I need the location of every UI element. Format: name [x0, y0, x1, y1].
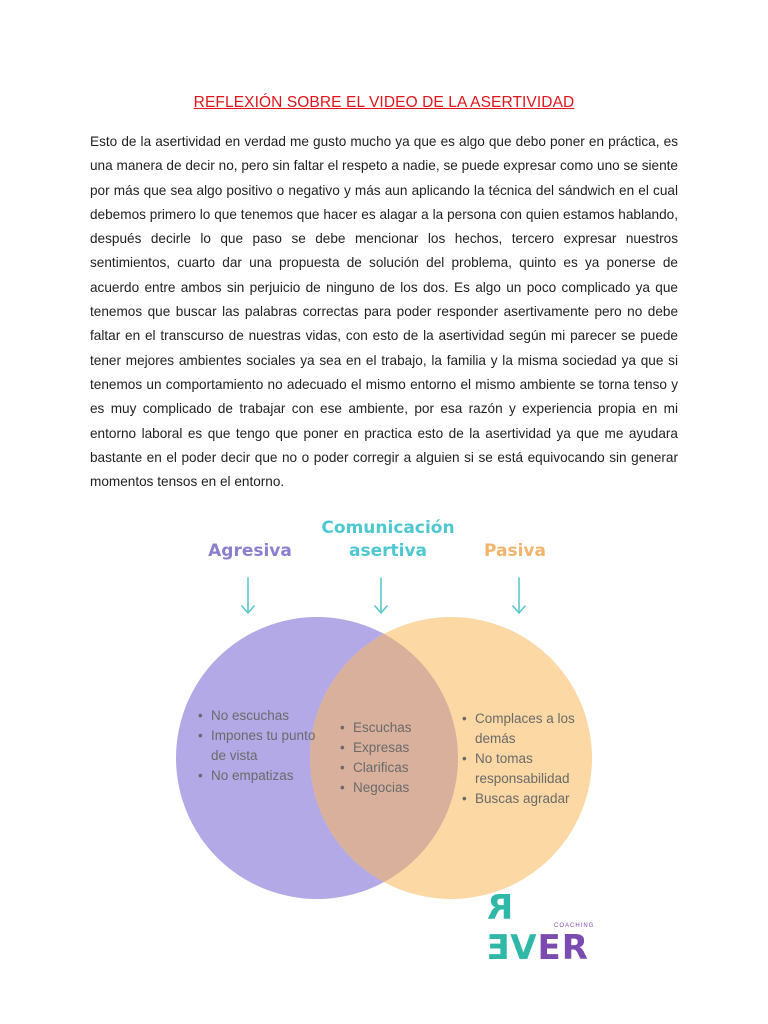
list-item: • Buscas agradar — [462, 789, 592, 809]
list-item: • Clarificas — [340, 758, 440, 778]
logo-teal-rest: ƎV — [486, 928, 538, 968]
page-title: REFLEXIÓN SOBRE EL VIDEO DE LA ASERTIVIDAD — [193, 94, 575, 111]
list-item: • No escuchas — [198, 706, 316, 726]
list-item: • Impones tu punto de vista — [198, 726, 316, 766]
arrow-asertiva-icon — [375, 578, 387, 613]
list-item: • No tomas responsabilidad — [462, 749, 592, 789]
logo-subtitle: COACHING — [554, 923, 595, 929]
reflection-paragraph: Esto de la asertividad en verdad me gusto mucho ya que es algo que debo poner en práctica, es una manera de decir no, pero sin faltar el respeto a nadie, se puede expresar como uno se siente por más que sea algo positivo o negativo y más aun aplicando la técnica del sándwich en el cual debemos primero lo que tenemos que hacer es alagar a la persona con quien estamos hablando, después decirle lo que paso se debe mencionar los hechos, tercero expresar nuestros sentimientos, cuarto dar una propuesta de solución del problema, quinto es ya ponerse de acuerdo entre ambos sin perjuicio de ninguno de los dos. Es algo un poco complicado ya que tenemos que buscar las palabras correctas para poder responder asertivamente pero no debe faltar en el transcurso de nuestras vidas, con esto de la asertividad según mi parecer se puede tener mejores ambientes sociales ya sea en el trabajo, la familia y la misma sociedad ya que si tenemos un comportamiento no adecuado el mismo entorno el mismo ambiente se torna tenso y es muy complicado de trabajar con ese ambiente, por esa razón y experiencia propia en mi entorno laboral es que tengo que poner en practica esto de la asertividad ya que me ayudara bastante en el poder decir que no o poder corregir a alguien si se está equivocando sin generar momentos tensos en el entorno. — [90, 134, 678, 490]
logo-mirrored-r: R — [486, 888, 514, 928]
list-item: • Escuchas — [340, 718, 440, 738]
list-asertiva — [340, 718, 440, 798]
arrow-agresiva-icon — [242, 578, 254, 613]
logo-purple-text: ER — [537, 928, 589, 968]
heading-pasiva: Pasiva — [484, 541, 546, 561]
heading-asertiva: Comunicación asertiva — [321, 518, 455, 561]
list-pasiva — [462, 709, 592, 809]
list-item: • Complaces a los demás — [462, 709, 592, 749]
rever-coaching-logo — [486, 888, 606, 968]
list-item: • Negocias — [340, 778, 440, 798]
list-agresiva — [198, 706, 316, 786]
arrow-pasiva-icon — [513, 578, 525, 613]
list-item: • Expresas — [340, 738, 440, 758]
list-item: • No empatizas — [198, 766, 316, 786]
heading-agresiva: Agresiva — [208, 541, 292, 561]
